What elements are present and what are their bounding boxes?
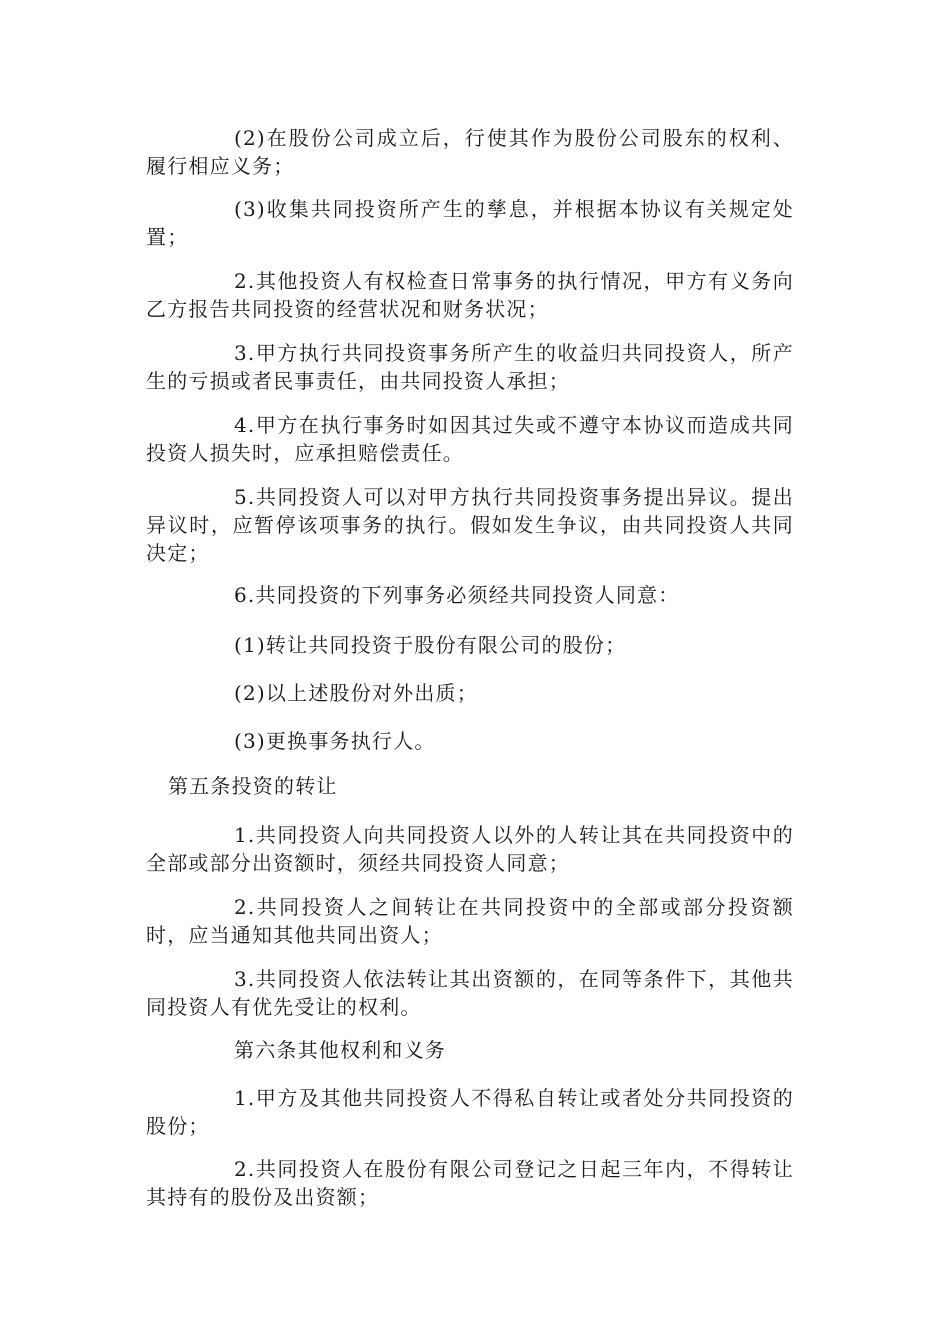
paragraph-4-6-1: (1)转让共同投资于股份有限公司的股份； [234, 633, 627, 657]
paragraph-5-3: 3.共同投资人依法转让其出资额的，在同等条件下，其他共同投资人有优先受让的权利。 [146, 967, 794, 1019]
paragraph-6-2: 2.共同投资人在股份有限公司登记之日起三年内，不得转让其持有的股份及出资额； [146, 1157, 794, 1209]
paragraph-6-1: 1.甲方及其他共同投资人不得私自转让或者处分共同投资的股份； [146, 1086, 794, 1138]
paragraph-4-3: 3.甲方执行共同投资事务所产生的收益归共同投资人，所产生的亏损或者民事责任，由共同投资人承担； [146, 341, 794, 393]
paragraph-4-4: 4.甲方在执行事务时如因其过失或不遵守本协议而造成共同投资人损失时，应承担赔偿责任。 [146, 413, 794, 465]
paragraph-5-1: 1.共同投资人向共同投资人以外的人转让其在共同投资中的全部或部分出资额时，须经共同投资人同意； [146, 823, 794, 875]
paragraph-4-6-2: (2)以上述股份对外出质； [234, 681, 478, 705]
paragraph-4-6: 6.共同投资的下列事务必须经共同投资人同意： [234, 583, 680, 607]
paragraph-4-2: 2.其他投资人有权检查日常事务的执行情况，甲方有义务向乙方报告共同投资的经营状况和财务状况； [146, 269, 794, 321]
paragraph-4-1-2: (2)在股份公司成立后，行使其作为股份公司股东的权利、履行相应义务； [146, 126, 794, 178]
paragraph-4-5: 5.共同投资人可以对甲方执行共同投资事务提出异议。提出异议时，应暂停该项事务的执行。假如发生争议，由共同投资人共同决定； [146, 485, 794, 565]
section-heading-article-6: 第六条其他权利和义务 [234, 1038, 446, 1062]
paragraph-5-2: 2.共同投资人之间转让在共同投资中的全部或部分投资额时，应当通知其他共同出资人； [146, 895, 794, 947]
paragraph-4-1-3: (3)收集共同投资所产生的孳息，并根据本协议有关规定处置； [146, 197, 794, 249]
section-heading-article-5: 第五条投资的转让 [168, 774, 338, 798]
paragraph-4-6-3: (3)更换事务执行人。 [234, 729, 436, 753]
